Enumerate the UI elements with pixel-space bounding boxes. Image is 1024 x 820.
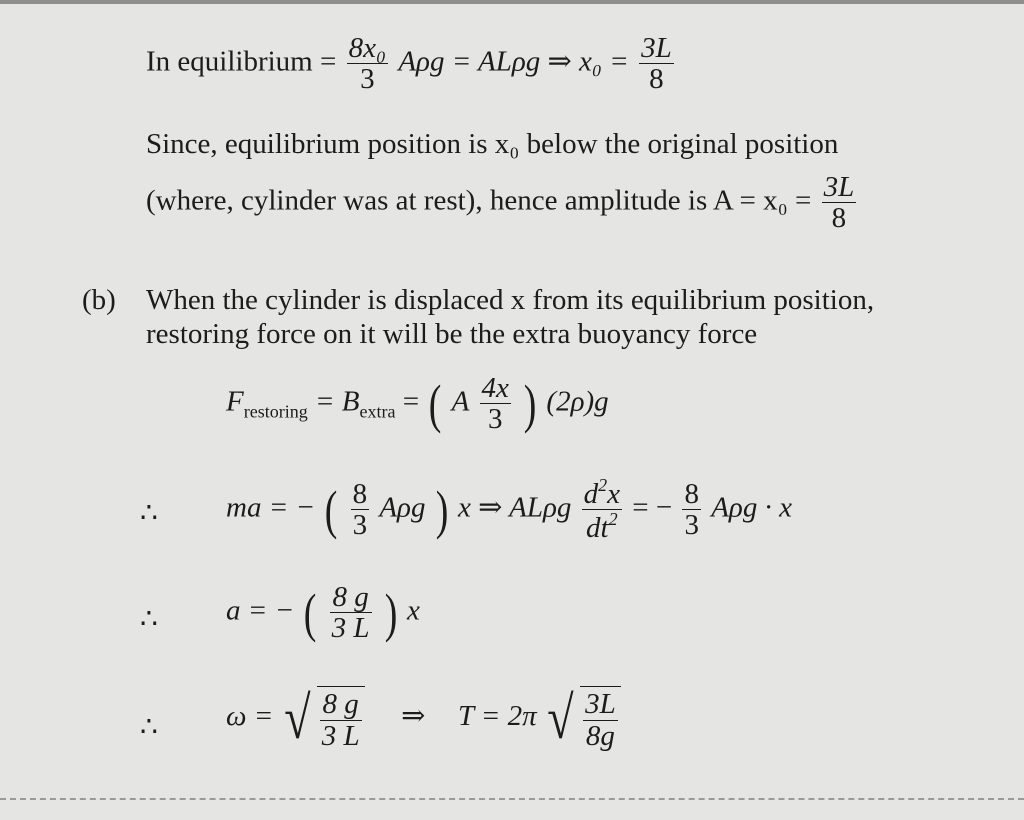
numerator: 3L (585, 688, 616, 721)
part-b-marker: (b) (82, 284, 116, 316)
part-b-line-1: When the cylinder is displaced x from its equilibrium position, (146, 284, 875, 316)
fraction-8x0-over-3 (347, 33, 388, 95)
numerator: 3L (641, 32, 672, 64)
force-symbol: F (226, 385, 244, 418)
buoyancy-subscript: extra (359, 401, 396, 422)
fraction-3L-over-8g (583, 689, 618, 751)
superscript: 2 (608, 509, 618, 530)
dt-symbol: dt (586, 512, 609, 545)
radical-sign: √ (283, 685, 311, 751)
denominator: 8 (649, 63, 664, 96)
period-lhs: T = 2π (457, 700, 537, 733)
fraction-3L-over-8 (639, 33, 674, 95)
fraction-8-over-3 (351, 479, 370, 541)
fraction-8g-over-3L (320, 689, 362, 751)
fraction-4x-over-3 (480, 373, 511, 435)
fraction-8-over-3 (682, 479, 701, 541)
left-paren: ( (304, 582, 317, 643)
equilibrium-term: Aρg = ALρg ⇒ x₀ = (398, 45, 629, 78)
numerator: 4x (481, 372, 509, 404)
para-line-2 (146, 172, 859, 234)
therefore-symbol: ∴ (140, 498, 158, 529)
omega-lhs: ω = (226, 700, 274, 733)
sqrt-8g-over-3L (281, 684, 365, 753)
equals-minus: = − (632, 491, 673, 524)
denominator: 3 L (321, 719, 360, 752)
omega-period-equation (226, 684, 621, 753)
a-lhs: a = − (226, 594, 295, 627)
part-b-line-2: restoring force on it will be the extra buoyancy force (146, 318, 758, 350)
denominator: 3 L (331, 612, 370, 645)
numerator: 8x₀ (348, 32, 387, 64)
a-tail: x (407, 594, 420, 627)
numerator: 8 g (330, 582, 372, 613)
sqrt-3L-over-8g (544, 684, 621, 753)
superscript: 2 (598, 475, 608, 495)
denominator: 8g (585, 719, 615, 752)
implies-arrow: ⇒ (401, 700, 426, 733)
denominator: 3 (684, 509, 699, 542)
d-symbol: d (583, 478, 599, 510)
numerator: 8 (352, 478, 368, 510)
equals-sign: = (319, 45, 337, 78)
equilibrium-equation (146, 33, 677, 95)
force-subscript: restoring (243, 401, 308, 422)
right-paren: ) (435, 479, 449, 540)
amplitude-text: (where, cylinder was at rest), hence amplitude is A = x₀ = (146, 184, 812, 217)
denominator: 8 (831, 202, 847, 235)
para-line-1: Since, equilibrium position is x₀ below the original position (146, 128, 839, 160)
radicand (580, 686, 621, 751)
buoyancy-symbol: = B (314, 385, 360, 418)
area-symbol: A (451, 385, 470, 418)
middle-term: x ⇒ ALρg (457, 491, 572, 524)
newton-equation (226, 476, 792, 544)
equilibrium-label: In equilibrium (146, 45, 313, 78)
radical-sign: √ (547, 685, 574, 751)
apg-term: Aρg (379, 491, 426, 524)
numerator: 8 (684, 478, 699, 510)
denominator: 3 (487, 403, 503, 436)
therefore-symbol: ∴ (140, 604, 158, 635)
fraction-3L-over-8 (822, 172, 857, 234)
equals-sign: = (402, 385, 420, 418)
left-paren: ( (429, 373, 442, 434)
numerator: 8 g (320, 689, 362, 720)
top-border (0, 0, 1024, 4)
force-tail: (2ρ)g (546, 385, 609, 418)
ma-tail: Aρg · x (711, 491, 792, 524)
right-paren: ) (523, 373, 537, 434)
numerator: 3L (823, 171, 855, 203)
acceleration-equation (226, 582, 420, 644)
bottom-border (0, 798, 1024, 800)
second-derivative (582, 476, 622, 544)
right-paren: ) (384, 582, 398, 643)
x-symbol: x (607, 478, 620, 510)
denominator: 3 (360, 63, 375, 96)
therefore-symbol: ∴ (140, 712, 158, 743)
left-paren: ( (325, 479, 338, 540)
fraction-8g-over-3L (330, 582, 372, 644)
radicand (317, 686, 365, 751)
numerator (582, 476, 622, 510)
denominator: 3 (352, 509, 368, 542)
ma-lhs: ma = − (226, 491, 316, 524)
restoring-force-equation (226, 373, 609, 435)
denominator (582, 510, 622, 543)
